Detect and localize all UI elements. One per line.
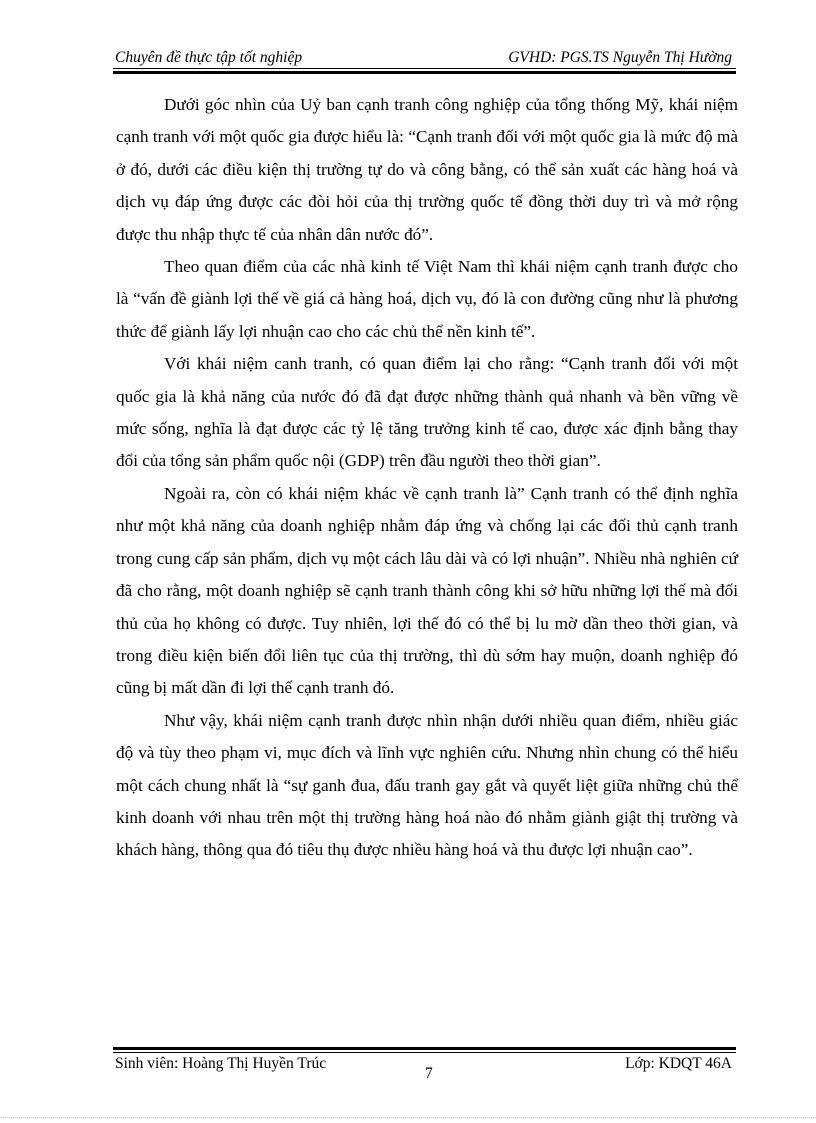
footer-class: Lớp: KDQT 46A	[625, 1055, 732, 1072]
header-supervisor: GVHD: PGS.TS Nguyễn Thị Hường	[508, 49, 732, 66]
page-number: 7	[425, 1065, 433, 1082]
paragraph: Với khái niệm canh tranh, có quan điểm lại cho rằng: “Cạnh tranh đối với một quốc gia là khả năng của nước đó đã đạt được những thành quả nhanh và bền vững về mức sống, nghĩa là đạt được các tỷ lệ tăng trưởng kinh tế cao, được xác định bằng thay đổi của tổng sản phẩm quốc nội (GDP) trên đầu người theo thời gian”.	[116, 354, 738, 471]
footer-rule-thin	[113, 1052, 736, 1053]
page-header	[113, 47, 736, 69]
paragraph: Dưới góc nhìn của Uỷ ban cạnh tranh công nghiệp của tổng thống Mỹ, khái niệm cạnh tranh với một quốc gia được hiểu là: “Cạnh tranh đối với một quốc gia là mức độ mà ở đó, dưới các điều kiện thị trường tự do và công bằng, có thể sản xuất các hàng hoá và dịch vụ đáp ứng được các đòi hỏi của thị trường quốc tế đồng thời duy trì và mở rộng được thu nhập thực tế của nhân dân nước đó”.	[116, 95, 738, 244]
footer-student-name: Sinh viên: Hoàng Thị Huyền Trúc	[115, 1055, 327, 1072]
header-rule-thin	[113, 68, 736, 69]
header-rule-thick	[113, 71, 736, 74]
footer-rule-thick	[113, 1047, 736, 1050]
paragraph: Như vậy, khái niệm cạnh tranh được nhìn nhận dưới nhiều quan điểm, nhiều giác độ và tùy theo phạm vi, mục đích và lĩnh vực nghiên cứu. Nhưng nhìn chung có thể hiểu một cách chung nhất là “sự ganh đua, đấu tranh gay gắt và quyết liệt giữa những chủ thể kinh doanh với nhau trên một thị trường hàng hoá nào đó nhằm giành giật thị trường và khách hàng, thông qua đó tiêu thụ được nhiều hàng hoá và thu được lợi nhuận cao”.	[116, 710, 738, 860]
page-bottom-border	[0, 1117, 816, 1119]
body-text	[116, 89, 738, 867]
header-document-title: Chuyên đề thực tập tốt nghiệp	[115, 49, 303, 66]
paragraph: Ngoài ra, còn có khái niệm khác về cạnh tranh là” Cạnh tranh có thể định nghĩa như một khả năng của doanh nghiệp nhằm đáp ứng và chống lại các đối thủ cạnh tranh trong cung cấp sản phẩm, dịch vụ một cách lâu dài và có lợi nhuận”. Nhiều nhà nghiên cứ đã cho rằng, một doanh nghiệp sẽ cạnh tranh thành công khi sở hữu những lợi thế mà đối thủ của họ không có được. Tuy nhiên, lợi thế đó có thể bị lu mờ dần theo thời gian, và trong điều kiện biến đổi liên tục của thị trường, thì dù sớm hay muộn, doanh nghiệp đó cũng bị mất dần đi lợi thế cạnh tranh đó.	[116, 483, 738, 698]
paragraph: Theo quan điểm của các nhà kinh tế Việt Nam thì khái niệm cạnh tranh được cho là “vấn đề giành lợi thế về giá cả hàng hoá, dịch vụ, đó là con đường cũng như là phương thức để giành lấy lợi nhuận cao cho các chủ thể nền kinh tế”.	[116, 257, 738, 341]
